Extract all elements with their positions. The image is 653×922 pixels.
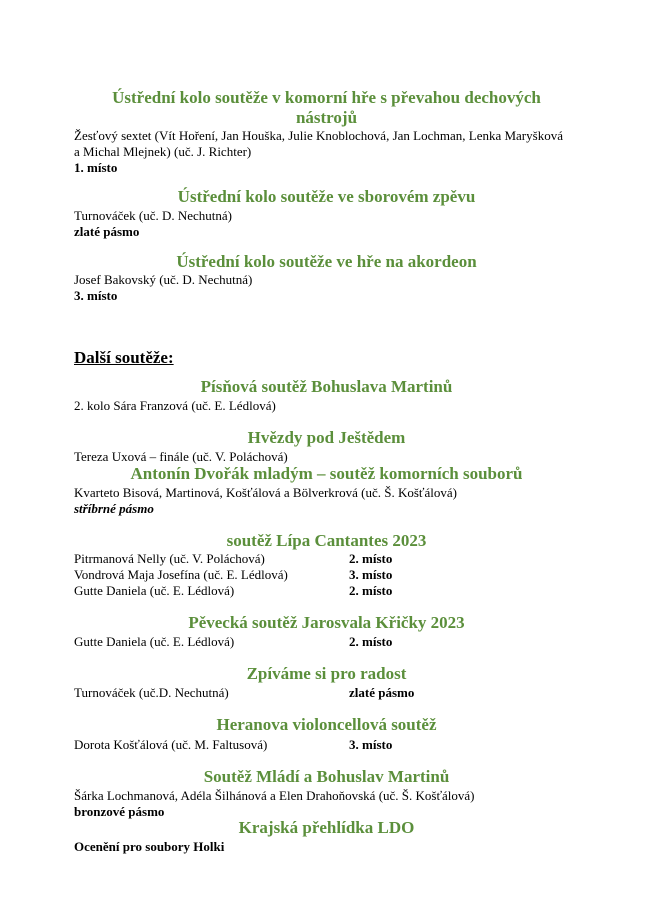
entry-result: 1. místo — [74, 160, 118, 175]
section-heading: Ústřední kolo soutěže v komorní hře s převahou dechových — [112, 88, 541, 107]
entry-text: Žesťový sextet (Vít Hoření, Jan Houška, Julie Knoblochová, Jan Lochman, Lenka Maryšková — [74, 128, 563, 143]
entry-result: 2. místo — [349, 634, 393, 649]
entry-result: 3. místo — [74, 288, 118, 303]
entry-result: 2. místo — [349, 551, 393, 566]
entry-name: Gutte Daniela (uč. E. Lédlová) — [74, 583, 235, 598]
section-heading: Zpíváme si pro radost — [246, 664, 407, 683]
entry-result: stříbrné pásmo — [74, 501, 154, 516]
section-heading: Heranova violoncellová soutěž — [216, 715, 437, 734]
section-heading: Písňová soutěž Bohuslava Martinů — [200, 377, 453, 396]
section-heading: Ústřední kolo soutěže ve hře na akordeon — [176, 252, 477, 271]
entry-result: 3. místo — [349, 567, 393, 582]
section-heading: Hvězdy pod Ještědem — [247, 428, 406, 447]
entry-result: 3. místo — [349, 737, 393, 752]
entry-text: Josef Bakovský (uč. D. Nechutná) — [74, 272, 253, 287]
entry-name: Vondrová Maja Josefína (uč. E. Lédlová) — [74, 567, 288, 582]
entry-text: Kvarteto Bisová, Martinová, Košťálová a Bölverkrová (uč. Š. Košťálová) — [74, 485, 457, 500]
section-heading: Ústřední kolo soutěže ve sborovém zpěvu — [177, 187, 476, 206]
entry-name: Pitrmanová Nelly (uč. V. Poláchová) — [74, 551, 265, 566]
other-competitions-title: Další soutěže: — [74, 348, 174, 367]
section-heading: Krajská přehlídka LDO — [238, 818, 415, 837]
entry-text: a Michal Mlejnek) (uč. J. Richter) — [74, 144, 252, 159]
section-heading: Pěvecká soutěž Jarosvala Křičky 2023 — [188, 613, 465, 632]
entry-result: zlaté pásmo — [349, 685, 415, 700]
entry-text: Ocenění pro soubory Holki — [74, 839, 225, 854]
entry-result: zlaté pásmo — [74, 224, 140, 239]
entry-text: Turnováček (uč. D. Nechutná) — [74, 208, 232, 223]
section-heading-continued: nástrojů — [295, 108, 358, 127]
entry-text: Šárka Lochmanová, Adéla Šilhánová a Elen Drahoňovská (uč. Š. Košťálová) — [74, 788, 475, 803]
section-heading: Soutěž Mládí a Bohuslav Martinů — [203, 767, 450, 786]
entry-text: Tereza Uxová – finále (uč. V. Poláchová) — [74, 449, 288, 464]
entry-result: 2. místo — [349, 583, 393, 598]
entry-name: Turnováček (uč.D. Nechutná) — [74, 685, 229, 700]
section-heading: Antonín Dvořák mladým – soutěž komorních souborů — [130, 464, 523, 483]
entry-name: Dorota Košťálová (uč. M. Faltusová) — [74, 737, 268, 752]
section-heading: soutěž Lípa Cantantes 2023 — [226, 531, 427, 550]
entry-name: Gutte Daniela (uč. E. Lédlová) — [74, 634, 235, 649]
entry-text: 2. kolo Sára Franzová (uč. E. Lédlová) — [74, 398, 276, 413]
entry-result: bronzové pásmo — [74, 804, 165, 819]
